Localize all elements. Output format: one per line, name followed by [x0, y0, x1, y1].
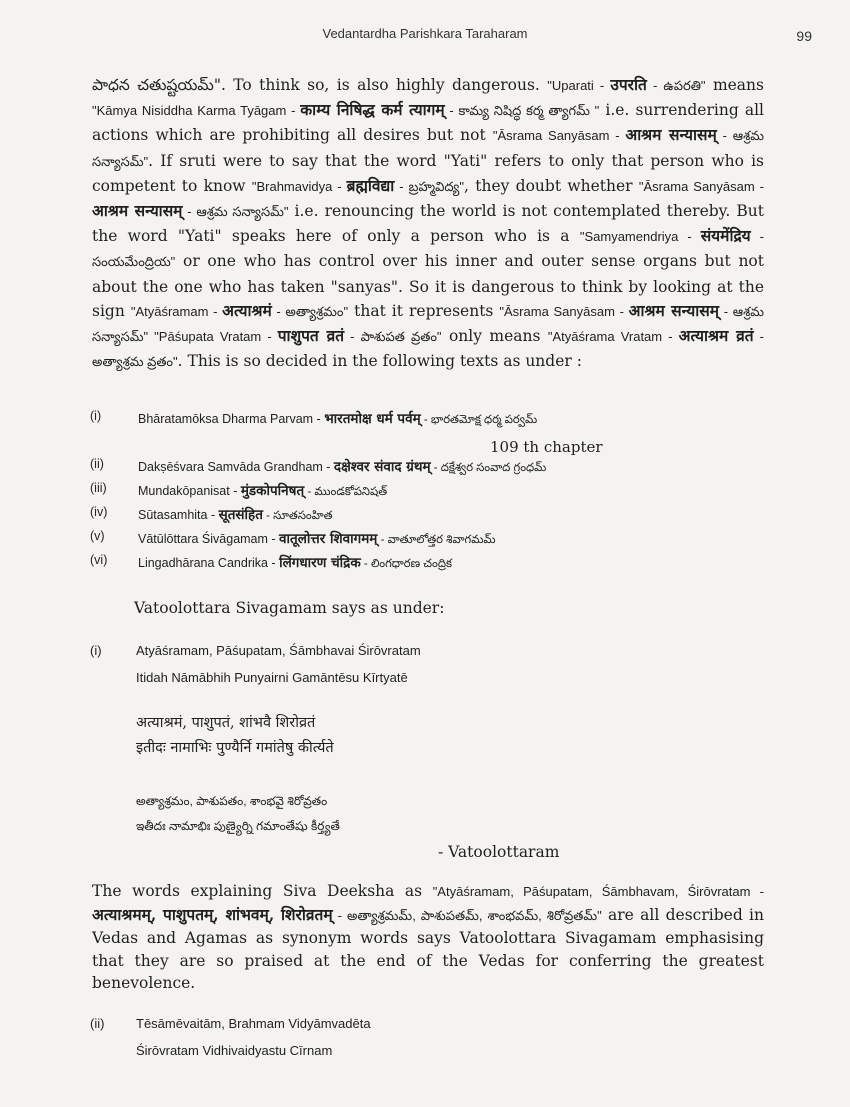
- list-item-roman: Sūtasamhita -: [138, 508, 219, 522]
- list-item: [90, 409, 770, 433]
- transliteration-term: "Atyāśrama Vratam -: [547, 329, 679, 345]
- devanagari-term: आश्रम सन्यासम्: [625, 125, 717, 145]
- verse-line-roman: Tēsāmēvaitām, Brahmam Vidyāmvadēta: [136, 1016, 371, 1031]
- list-item-text: [138, 481, 387, 501]
- running-header-title: Vedantardha Parishkara Taraharam: [322, 26, 528, 41]
- list-item-telugu: - లింగధారణ చంద్రిక: [360, 558, 452, 570]
- verse-line-devanagari: अत्याश्रमं, पाशुपतं, शांभवै शिरोव्रतं: [136, 715, 316, 731]
- transliteration-term: - అత్యాశ్రమం": [271, 303, 349, 319]
- paragraph-text: means: [705, 76, 764, 94]
- transliteration-term: - పాశుపత వ్రతం": [344, 329, 442, 345]
- list-item-text: [138, 457, 546, 477]
- list-item: [90, 553, 770, 577]
- section-heading: Vatoolottara Sivagamam says as under:: [134, 599, 445, 617]
- devanagari-term: आश्रम सन्यासम्: [628, 300, 719, 320]
- devanagari-term: ब्रह्मविद्या: [346, 175, 395, 195]
- paragraph-siva-deeksha: [92, 880, 764, 995]
- page-number: 99: [796, 28, 812, 44]
- list-item-telugu: - దక్షేశ్వర సంవాద గ్రంధమ్: [430, 462, 547, 474]
- transliteration-term: "Kāmya Nisiddha Karma Tyāgam -: [92, 103, 301, 119]
- paragraph-text: పాధన చతుష్టయమ్". To think so, is also highly dangerous.: [92, 76, 548, 94]
- list-item-roman: Lingadhārana Candrika -: [138, 556, 280, 570]
- paragraph-text: only means: [441, 327, 548, 346]
- list-item-text: [138, 553, 452, 573]
- list-item-devanagari: वातूलोत्तर शिवागमम्: [279, 531, 378, 547]
- transliteration-term: - అత్యాశ్రమమ్, పాశుపతమ్, శాంభవమ్, శిరోవ్రతమ్": [332, 907, 602, 923]
- list-item: [90, 529, 770, 553]
- list-item-roman: Dakṣēśvara Samvāda Grandham -: [138, 460, 334, 474]
- paragraph-text: are all described in Vedas and Agamas as synonym words says Vatoolottara Sivagamam emphasising that they are so praised at the end of the Vedas for conferring the greatest benevolence.: [92, 905, 764, 992]
- list-item-telugu: - ముండకోపనిషత్: [304, 486, 388, 498]
- list-item-number: (vi): [90, 553, 108, 567]
- transliteration-term: - ఆశ్రమ సన్యాసమ్": [92, 128, 764, 169]
- devanagari-term: अत्याश्रमं: [222, 300, 272, 320]
- paragraph-text: The words explaining Siva Deeksha as: [92, 882, 433, 900]
- transliteration-term: - బ్రహ్మవిద్య": [394, 178, 465, 194]
- list-item-devanagari: सूतसंहित: [218, 507, 263, 523]
- list-item: [90, 457, 770, 481]
- transliteration-term: "Samyamendriya -: [579, 229, 701, 245]
- list-item: [90, 505, 770, 529]
- list-item-roman: Vātūlōttara Śivāgamam -: [138, 532, 280, 546]
- chapter-note: 109 th chapter: [490, 438, 603, 456]
- transliteration-term: - ఉపరతి": [646, 78, 706, 93]
- transliteration-term: "Uparati -: [547, 78, 611, 93]
- devanagari-term: अत्याश्रम व्रतं: [678, 326, 754, 346]
- devanagari-term: आश्रम सन्यासम्: [92, 201, 183, 221]
- paragraph-text: that it represents: [348, 301, 500, 320]
- transliteration-term: - అత్యాశ్రమ వ్రతం": [92, 329, 764, 370]
- paragraph-text: i.e. surrendering all actions which are prohibiting all desires but not: [92, 101, 765, 145]
- list-item: [90, 481, 770, 505]
- verse-number: (i): [90, 643, 102, 658]
- list-item-devanagari: भारतमोक्ष धर्म पर्वम्: [324, 411, 421, 427]
- list-item-telugu: - సూతసంహిత: [262, 510, 333, 522]
- paragraph-text: . If sruti were to say that the word "Yati" refers to only that person who is competent to know: [92, 151, 764, 195]
- paragraph-text: i.e. renouncing the world is not contemplated thereby. But the word "Yati" speaks here of only a person who is a: [92, 202, 764, 246]
- verse-line-roman: Śirōvratam Vidhivaidyastu Cīrnam: [136, 1043, 333, 1058]
- verse-line-roman: Itidah Nāmābhih Punyairni Gamāntēsu Kīrtyatē: [136, 670, 408, 685]
- paragraph-text: . This is so decided in the following texts as under :: [177, 352, 582, 371]
- list-item-devanagari: दक्षेश्वर संवाद ग्रंथम्: [333, 459, 431, 475]
- devanagari-term: संयमेंद्रिय: [700, 226, 751, 246]
- list-item-text: [138, 529, 496, 549]
- list-item-number: (iv): [90, 505, 108, 519]
- list-item-text: [138, 505, 333, 525]
- devanagari-term: पाशुपत व्रतं: [277, 326, 345, 346]
- list-item-number: (v): [90, 529, 105, 543]
- paragraph-intro: [92, 73, 764, 374]
- transliteration-term: "Āsrama Sanyāsam -: [492, 128, 626, 144]
- transliteration-term: "Brahmavidya -: [251, 178, 347, 194]
- list-item-telugu: - భారతమోక్ష ధర్మ పర్వమ్: [420, 414, 538, 426]
- transliteration-term: "Āsrama Sanyāsam -: [499, 303, 629, 319]
- devanagari-term: काम्य निषिद्ध कर्म त्यागम्: [300, 100, 445, 120]
- transliteration-term: "Atyāśramam, Pāśupatam, Śāmbhavam, Śirōvratam -: [432, 884, 764, 899]
- verse-line-telugu: అత్యాశ్రమం, పాశుపతం, శాంభవై శిరోవ్రతం: [136, 794, 328, 808]
- list-item-devanagari: लिंगधारण चंद्रिक: [279, 555, 361, 571]
- list-item-text: [138, 409, 537, 429]
- paragraph-text: , they doubt whether: [464, 176, 639, 195]
- verse-attribution: - Vatoolottaram: [438, 843, 560, 861]
- verse-line-telugu: ఇతీదః నామాభిః పుణ్యైర్ని గమాంతేషు కీర్త్యతే: [136, 819, 340, 833]
- verse-number: (ii): [90, 1016, 105, 1031]
- transliteration-term: - ఆశ్రమ సన్యాసమ్": [182, 204, 289, 220]
- transliteration-term: "Āsrama Sanyāsam -: [638, 178, 765, 194]
- devanagari-term: उपरति: [610, 75, 647, 94]
- list-item-roman: Mundakōpanisat -: [138, 484, 241, 498]
- verse-line-roman: Atyāśramam, Pāśupatam, Śāmbhavai Śirōvratam: [136, 643, 421, 658]
- paragraph-text: or one who has control over his inner and outer sense organs but not about the one who has taken "sanyas". So it is dangerous to think by looking at the sign: [92, 252, 764, 320]
- transliteration-term: - కామ్య నిషిద్ధ కర్మ త్యాగమ్ ": [444, 103, 600, 119]
- transliteration-term: - ఆశ్రమ సన్యాసమ్" "Pāśupata Vratam -: [92, 303, 764, 345]
- list-item-telugu: - వాతూలోత్తర శివాగమమ్: [377, 534, 496, 546]
- devanagari-term: अत्याश्रमम्, पाशुपतम्, शांभवम्, शिरोव्रतम्: [92, 904, 333, 924]
- list-item-number: (ii): [90, 457, 104, 471]
- list-item-roman: Bhāratamōksa Dharma Parvam -: [138, 412, 325, 426]
- verse-line-devanagari: इतीदः नामाभिः पुण्यैर्नि गमांतेषु कीर्त्यते: [136, 740, 334, 756]
- list-item-devanagari: मुंडकोपनिषत्: [240, 483, 305, 499]
- transliteration-term: - సంయమేంద్రియ": [92, 229, 765, 270]
- transliteration-term: "Atyāśramam -: [130, 303, 223, 319]
- list-item-number: (i): [90, 409, 102, 423]
- list-item-number: (iii): [90, 481, 107, 495]
